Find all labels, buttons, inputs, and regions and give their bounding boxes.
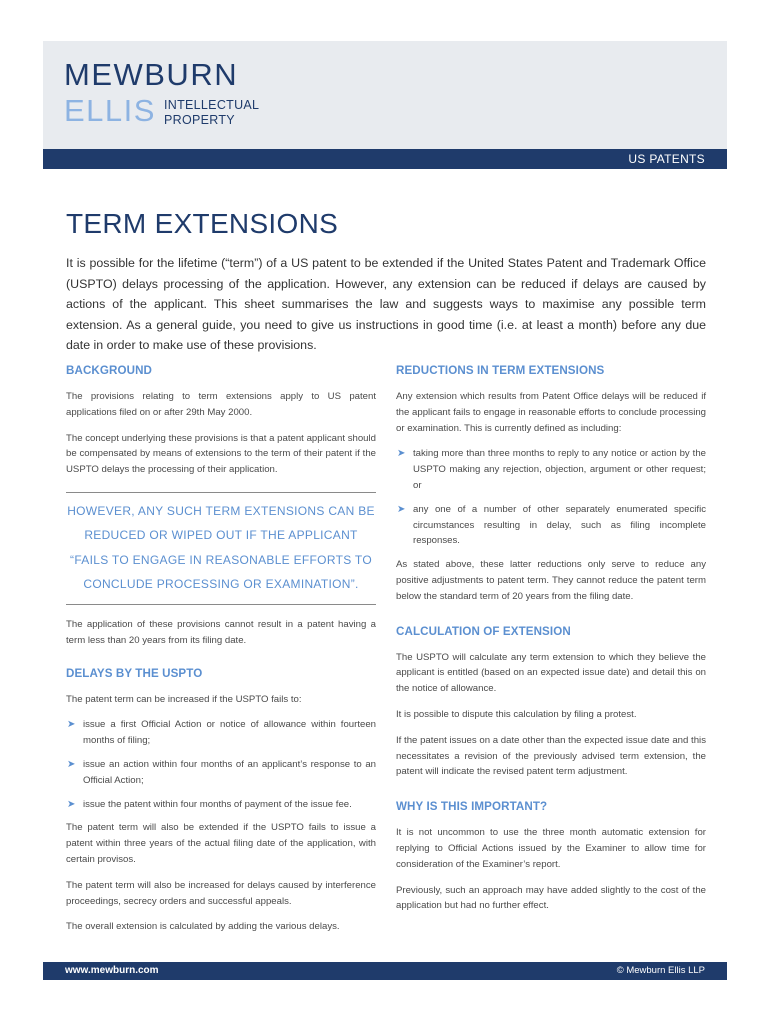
- list-item: [66, 797, 376, 813]
- footer-website-link[interactable]: www.mewburn.com: [65, 965, 159, 976]
- list-item-text: issue an action within four months of an applicant’s response to an Official Action;: [83, 758, 376, 786]
- callout-text: HOWEVER, ANY SUCH TERM EXTENSIONS CAN BE REDUCED OR WIPED OUT IF THE APPLICANT “FAILS TO ENGAGE IN REASONABLE EFFORTS TO CONCLUDE PROCESSING OR EXAMINATION”.: [67, 503, 375, 592]
- calculation-paragraph-2: It is possible to dispute this calculation by filing a protest.: [396, 708, 637, 720]
- delays-paragraph-1: The patent term will also be extended if the USPTO fails to issue a patent within three years of the actual filing date of the application, with certain provisos.: [66, 822, 376, 865]
- footer-copyright: © Mewburn Ellis LLP: [616, 965, 705, 976]
- delays-heading: DELAYS BY THE USPTO: [66, 666, 203, 680]
- chevron-right-icon: ➤: [67, 798, 76, 810]
- list-item-text: issue the patent within four months of payment of the issue fee.: [83, 798, 352, 810]
- list-item-text: any one of a number of other separately enumerated specific circumstances resulting in delay, such as filing incomplete responses.: [413, 503, 706, 547]
- header-bar: [43, 149, 727, 169]
- list-item-text: issue a first Official Action or notice of allowance within fourteen months of filing;: [83, 719, 376, 747]
- background-heading: BACKGROUND: [66, 364, 153, 377]
- logo-tagline-line2: PROPERTY: [164, 113, 235, 127]
- list-item: [66, 717, 376, 749]
- header-panel: [43, 41, 727, 149]
- reductions-paragraph-1: Any extension which results from Patent Office delays will be reduced if the applicant fails to engage in reasonable efforts to conclude processing or examination. This is currently defined as including:: [396, 391, 706, 434]
- why-paragraph-2: Previously, such an approach may have added slightly to the cost of the application but had no further effect.: [396, 884, 706, 912]
- calculation-heading: CALCULATION OF EXTENSION: [396, 624, 571, 638]
- logo-mewburn-text: MEWBURN: [64, 57, 239, 92]
- page-title: TERM EXTENSIONS: [66, 208, 339, 239]
- chevron-right-icon: ➤: [67, 758, 76, 770]
- right-column: [396, 364, 706, 924]
- chevron-right-icon: ➤: [397, 503, 406, 515]
- left-column: [66, 364, 376, 945]
- delays-intro: The patent term can be increased if the USPTO fails to:: [66, 693, 302, 705]
- logo-tagline-line1: INTELLECTUAL: [164, 98, 260, 112]
- list-item: [66, 757, 376, 789]
- delays-paragraph-3: The overall extension is calculated by adding the various delays.: [66, 921, 340, 933]
- logo-tagline: [164, 98, 259, 128]
- background-paragraph-2: The concept underlying these provisions is that a patent applicant should be compensated by means of extensions to the term of their patent if the USPTO delays the processing of their application.: [66, 432, 376, 476]
- delays-list: [66, 717, 376, 812]
- delays-paragraph-2: The patent term will also be increased for delays caused by interference proceedings, secrecy orders and successful appeals.: [66, 879, 376, 907]
- reductions-paragraph-2: As stated above, these latter reductions only serve to reduce any positive adjustments to patent term. They cannot reduce the patent term below the standard term of 20 years from the filing date.: [396, 559, 706, 602]
- chevron-right-icon: ➤: [67, 719, 76, 731]
- why-heading: WHY IS THIS IMPORTANT?: [396, 800, 548, 814]
- background-paragraph-1: The provisions relating to term extensions apply to US patent applications filed on or after 29th May 2000.: [66, 391, 376, 418]
- reductions-list: [396, 446, 706, 549]
- footer-bar: [43, 962, 727, 980]
- why-paragraph-1: It is not uncommon to use the three month automatic extension for replying to Official Actions issued by the Examiner to allow time for consideration of the Examiner’s report.: [396, 827, 706, 870]
- term-limit-paragraph: The application of these provisions cannot result in a patent having a term less than 20 years from its filing date.: [66, 618, 376, 646]
- chevron-right-icon: ➤: [397, 448, 406, 460]
- reductions-heading: REDUCTIONS IN TERM EXTENSIONS: [396, 364, 605, 377]
- intro-paragraph: It is possible for the lifetime (“term”) of a US patent to be extended if the United States Patent and Trademark Office (USPTO) delays processing of the application. However, any extension can be reduced if delays are caused by actions of the applicant. This sheet summarises the law and suggests ways to maximise any possible term extension. As a general guide, you need to give us instructions in good time (i.e. at least a month) before any due date in order to make use of these provisions.: [66, 256, 706, 353]
- category-label: US PATENTS: [628, 152, 705, 166]
- callout-box: [66, 492, 376, 605]
- list-item-text: taking more than three months to reply to any notice or action by the USPTO making any rejection, objection, argument or other request; or: [413, 448, 706, 491]
- list-item: [396, 502, 706, 549]
- logo-ellis-text: ELLIS: [64, 93, 156, 128]
- list-item: [396, 446, 706, 493]
- calculation-paragraph-1: The USPTO will calculate any term extension to which they believe the applicant is entitled (based on an expected issue date) and detail this on the notice of allowance.: [396, 651, 706, 695]
- calculation-paragraph-3: If the patent issues on a date other than the expected issue date and this necessitates a revision of the previously advised term extension, the patent will indicate the revised patent term adjustment.: [396, 734, 706, 778]
